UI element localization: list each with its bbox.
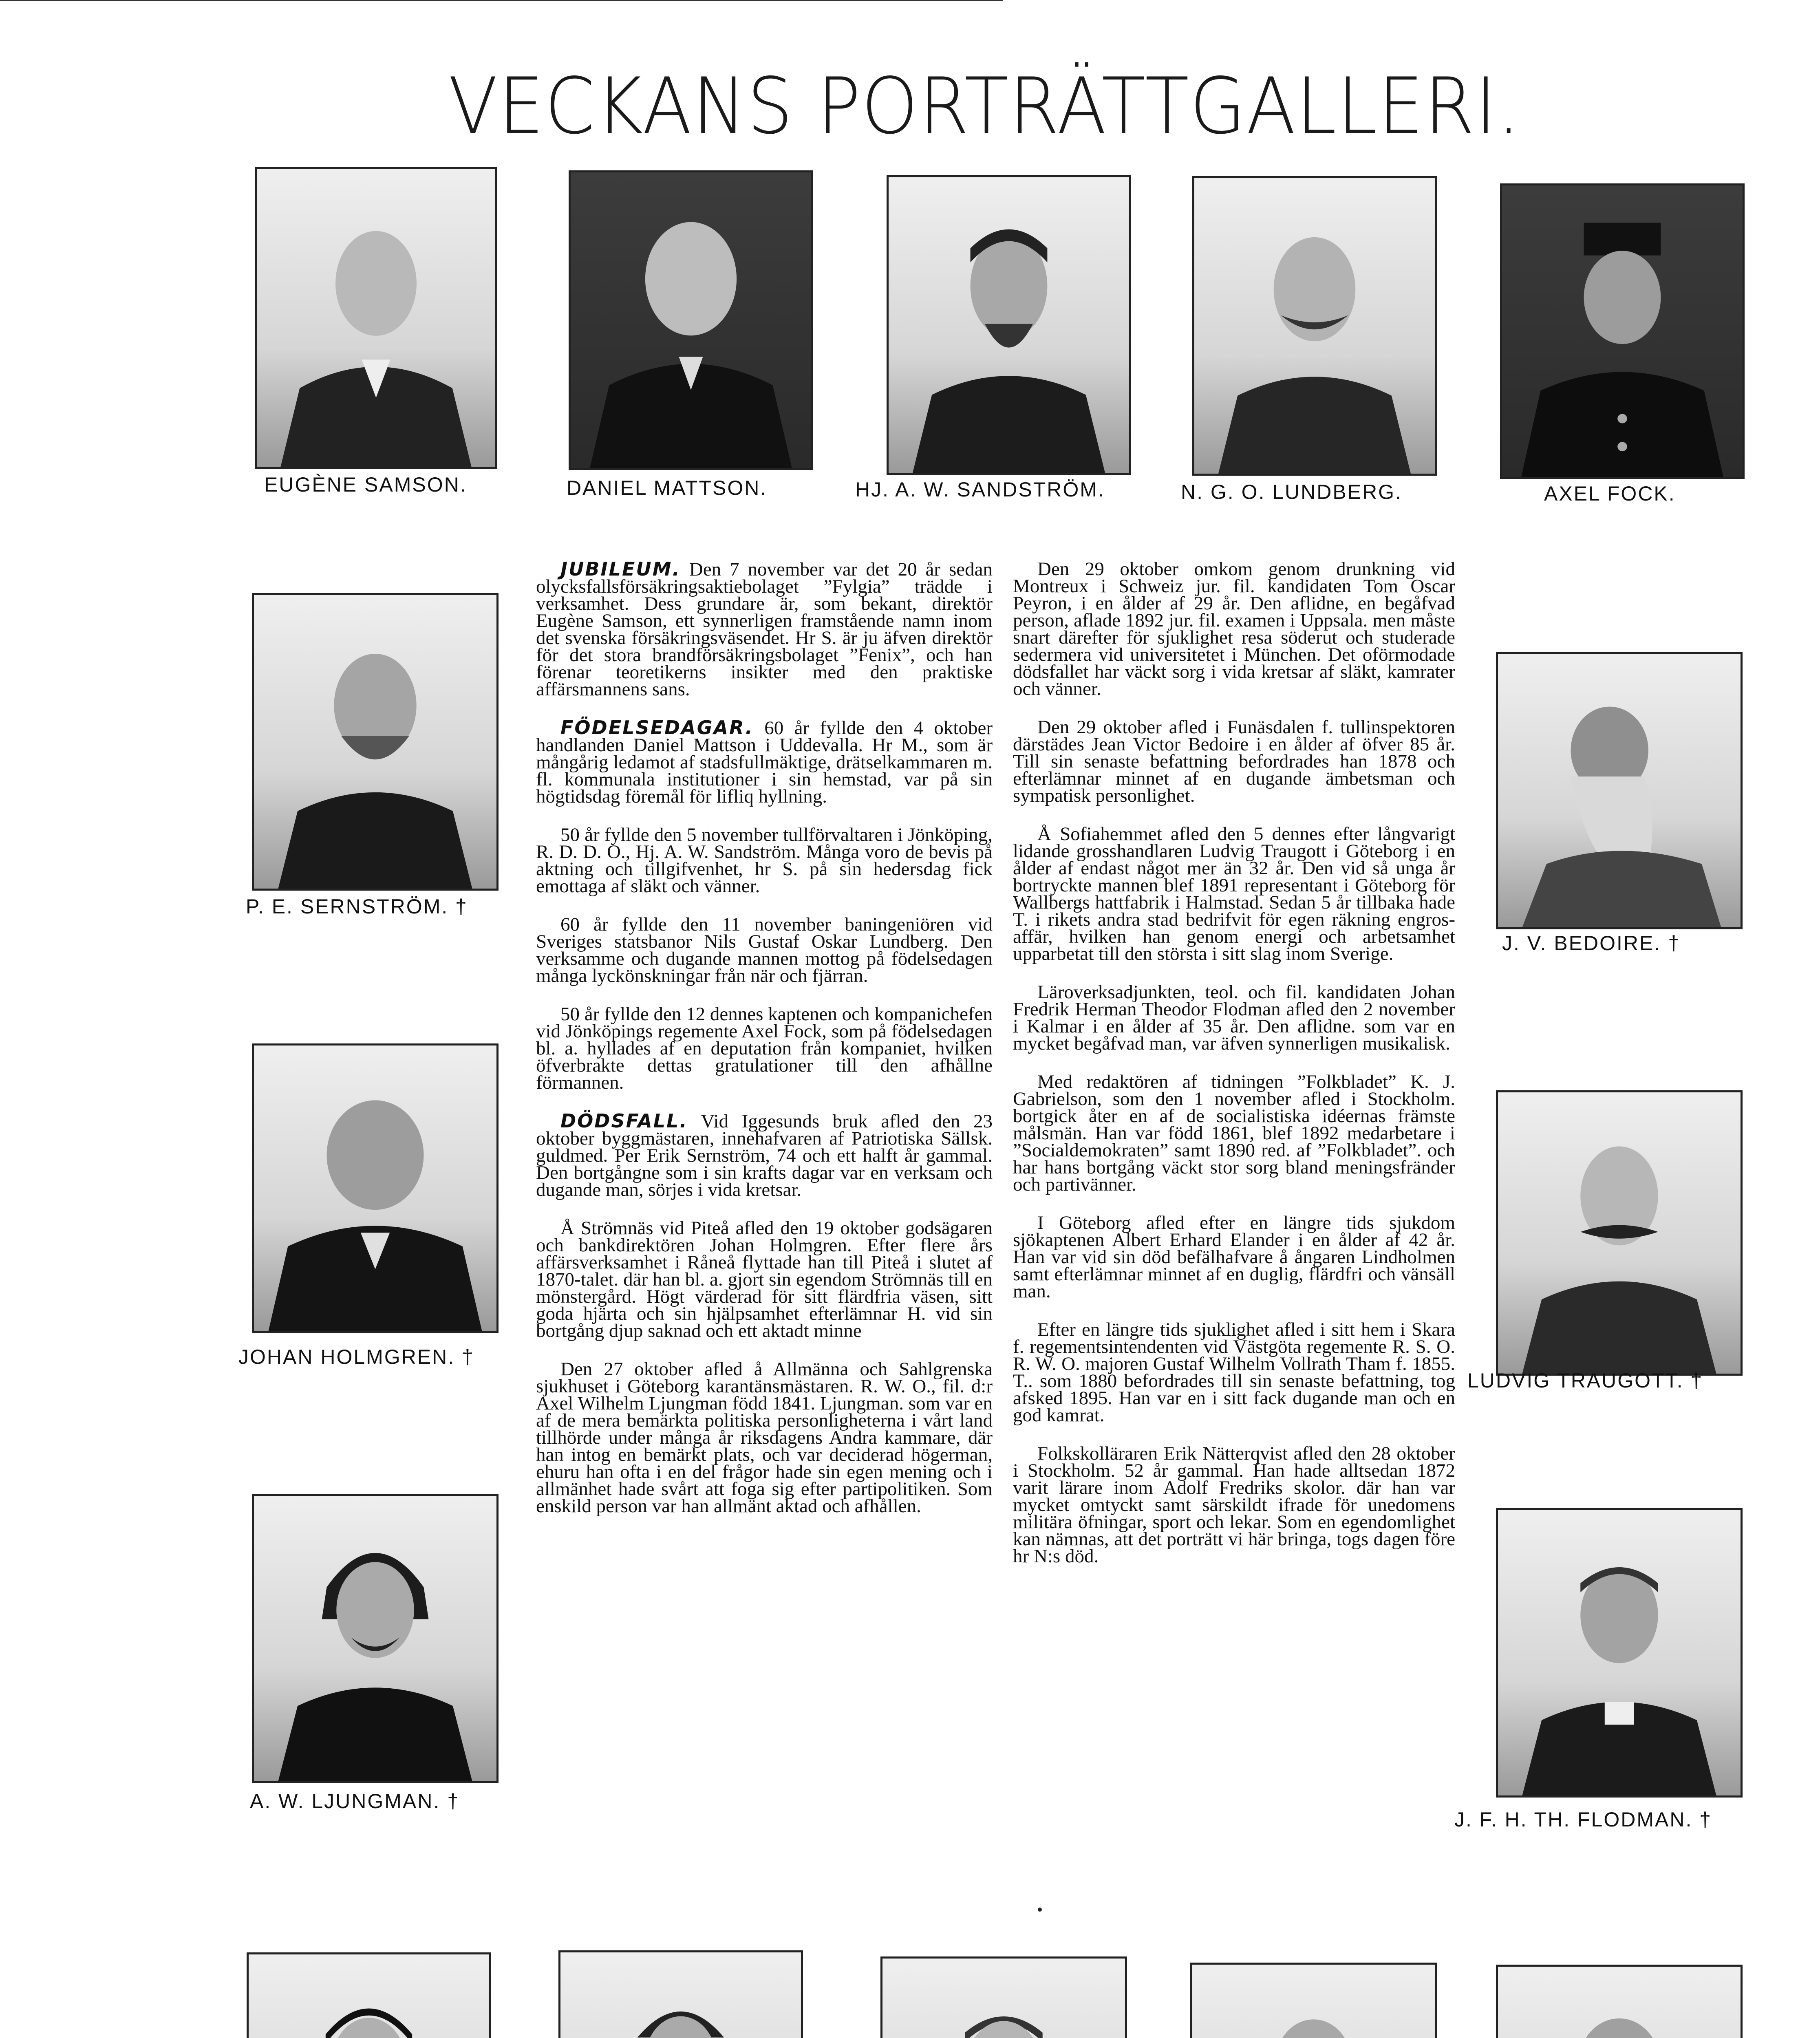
caption-lundberg: N. G. O. LUNDBERG.	[1181, 481, 1402, 503]
article-paragraph: Folkskolläraren Erik Nätterqvist afled den 28 oktober i Stockholm. 52 år gammal. Han hade alltsedan 1872 varit lärare inom Adolf Fredriks skolor. där han var mycket omtyckt samt särskildt ifrade för unedomens militära öfningar, sport och lekar. Som en egendomlighet kan nämnas, att det porträtt vi här bringa, togs dagen före hr N:s död.	[1013, 1443, 1455, 1567]
page-title: VECKANS PORTRÄTTGALLERI.	[448, 61, 1521, 151]
article-paragraph: FÖDELSEDAGAR. 60 år fyllde den 4 oktober handlanden Daniel Mattson i Uddevalla. Hr M., som är mångårig ledamot af stadsfullmäktige, drätselkammaren m. fl. kommunala institutioner i sin hemstad, var på sin högtidsdag föremål för lifliq hyllning.	[536, 717, 993, 807]
section-heading-jubileum: JUBILEUM.	[560, 558, 681, 580]
stray-dot	[1038, 1908, 1042, 1912]
portrait-photo-tham	[1190, 1963, 1437, 2038]
portrait-photo-fock	[1500, 183, 1745, 479]
portrait-photo-sandstrom	[887, 175, 1131, 475]
article-column-right	[1013, 560, 1455, 1586]
article-paragraph: I Göteborg afled efter en längre tids sjukdom sjökaptenen Albert Erhard Elander i en ålder af 42 år. Han var vid sin död befälhafvare å ångaren Lindholmen samt efterlämnar minnet af en duglig, flärdfri och vänsäll man.	[1013, 1212, 1455, 1302]
article-paragraph: Den 27 oktober afled å Allmänna och Sahlgrenska sjukhuset i Göteborg karantänsmästaren. R. W. O., fil. d:r Axel Wilhelm Ljungman född 1841. Ljungman. som var en af de mera bemärkta politiska personligheterna i vårt land tillhörde under många år riksdagens Andra kammare, där han intog en bemärkt plats, och var deciderad högerman, ehuru han ofta i en del frågor hade sin egen mening och i allmänhet hade svårt att foga sig efter partipolitiken. Som enskild person var han allmänt aktad och afhållen.	[536, 1359, 993, 1517]
section-heading-fodelsedagar: FÖDELSEDAGAR.	[560, 717, 754, 739]
portrait-photo-mattson	[569, 170, 813, 470]
article-paragraph: JUBILEUM. Den 7 november var det 20 år sedan olycksfallsförsäkringsaktiebolaget ”Fylgia” trädde i verksamhet. Dess grundare är, som bekant, direktör Eugène Samson, ett synnerligen framstående namn inom det svenska försäkringsväsendet. Hr S. är ju äfven direktör för det stora brandförsäkringsbolaget ”Fenix”, och han förenar teoretikerns insikter med den praktiske affärsmannens sans.	[536, 558, 993, 700]
article-paragraph: Å Sofiahemmet afled den 5 dennes efter långvarigt lidande grosshandlaren Ludvig Traugott i Göteborg i en ålder af endast något mer än 32 år. Den vid så unga år bortryckte mannen blef 1891 representant i Göteborg för Wallbergs hattfabrik i Halmstad. Sedan 5 år tillbaka hade T. i rikets andra stad bedrifvit för egen räkning engros-affär, hvilken han genom energi och arbetsamhet upparbetat till den största i sitt slag inom Sverige.	[1013, 823, 1455, 964]
article-paragraph: Den 29 oktober afled i Funäsdalen f. tullinspektoren därstädes Jean Victor Bedoire i en ålder af öfver 85 år. Till sin senaste befattning befordrades han 1878 och efterlämnar minnet af en dugande ämbetsman och sympatisk personlighet.	[1013, 717, 1455, 806]
portrait-photo-peyron	[247, 1952, 491, 2038]
portrait-photo-sernstrom	[252, 593, 499, 891]
caption-holmgren: JOHAN HOLMGREN. †	[238, 1345, 474, 1368]
portrait-photo-samson	[255, 167, 497, 469]
portrait-photo-bedoire	[1496, 652, 1743, 929]
caption-ljungman: A. W. LJUNGMAN. †	[250, 1790, 460, 1813]
article-paragraph: Läroverksadjunkten, teol. och fil. kandidaten Johan Fredrik Herman Theodor Flodman afled den 2 november i Kalmar i en ålder af 35 år. Den aflidne. som var en mycket begåfvad man, var äfven synnerligen musikalisk.	[1013, 982, 1455, 1054]
caption-sandstrom: HJ. A. W. SANDSTRÖM.	[855, 478, 1105, 501]
portrait-photo-lundberg	[1192, 176, 1437, 476]
article-column-left	[536, 560, 993, 1536]
caption-bedoire: J. V. BEDOIRE. †	[1502, 932, 1681, 955]
article-paragraph: 50 år fyllde den 5 november tullförvaltaren i Jönköping, R. D. D. O., Hj. A. W. Sandström. Många voro de bevis på aktning och tillgifvenhet, hr S. på sin hedersdag fick emottaga af släkt och vänner.	[536, 824, 993, 897]
portrait-photo-gabrielson	[558, 1950, 803, 2038]
caption-samson: EUGÈNE SAMSON.	[264, 473, 467, 496]
article-paragraph: Den 29 oktober omkom genom drunkning vid Montreux i Schweiz jur. fil. kandidaten Tom Oscar Peyron, i en ålder af 29 år. Den aflidne, en begåfvad person, aflade 1892 jur. fil. examen i Uppsala. men måste snart därefter för sjuklighet resa söderut och studerade sedermera vid universitetet i München. Det oförmodade dödsfallet har väckt sorg i vida kretsar af släkt, kamrater och vänner.	[1013, 558, 1455, 699]
top-rule	[0, 0, 1003, 1]
caption-mattson: DANIEL MATTSON.	[567, 476, 768, 499]
article-paragraph: 50 år fyllde den 12 dennes kaptenen och kompanichefen vid Jönköpings regemente Axel Fock, som på födelsedagen bl. a. hyllades af en deputation från kompaniet, hvilken öfverbrakte dettas gratulationer till den afhållne förmannen.	[536, 1004, 993, 1093]
caption-sernstrom: P. E. SERNSTRÖM. †	[246, 895, 468, 918]
caption-traugott: LUDVIG TRAUGOTT. †	[1467, 1369, 1703, 1392]
portrait-photo-flodman	[1496, 1508, 1743, 1798]
section-heading-dodsfall: DÖDSFALL.	[560, 1110, 688, 1132]
article-paragraph: Å Strömnäs vid Piteå afled den 19 oktober godsägaren och bankdirektören Johan Holmgren. Efter flere års affärsverksamhet i Råneå flyttade han till Piteå i slutet af 1870-talet. där han bl. a. gjort sin egendom Strömnäs till en mönstergård. Högt värderad för sitt flärdfria väsen, sitt goda hjärta och sin hjälpsamhet efterlämnar H. vid sin bortgång djup saknad och ett aktadt minne	[536, 1218, 993, 1341]
article-paragraph: Efter en längre tids sjuklighet afled i sitt hem i Skara f. regementsintendenten vid Västgöta regemente R. S. O. R. W. O. majoren Gustaf Wilhelm Vollrath Tham f. 1855. T.. som 1880 befordrades till sin senaste befattning, tog afsked 1895. Han var en i sitt fack dugande man och en god kamrat.	[1013, 1319, 1455, 1426]
portrait-photo-ljungman	[252, 1494, 499, 1783]
caption-fock: AXEL FOCK.	[1544, 482, 1676, 505]
article-paragraph: Med redaktören af tidningen ”Folkbladet” K. J. Gabrielson, som den 1 november afled i Stockholm. bortgick åter en af de socialistiska idéernas främste målsmän. Han var född 1861, blef 1892 medarbetare i ”Socialdemokraten” samt 1890 red. af ”Folkbladet”. och har hans bortgång väckt stor sorg bland meningsfränder och partivänner.	[1013, 1071, 1455, 1195]
portrait-photo-natterqvist	[1496, 1965, 1743, 2038]
caption-flodman: J. F. H. TH. FLODMAN. †	[1454, 1808, 1712, 1831]
article-paragraph: DÖDSFALL. Vid Iggesunds bruk afled den 23 oktober byggmästaren, innehafvaren af Patriotiska Sällsk. guldmed. Per Erik Sernström, 74 och ett halft år gammal. Den bortgångne som i sin krafts dagar var en verksam och dugande man, sörjes i vida kretsar.	[536, 1110, 993, 1200]
portrait-photo-elander	[880, 1956, 1127, 2038]
portrait-photo-holmgren	[252, 1043, 499, 1333]
article-paragraph: 60 år fyllde den 11 november baningeniören vid Sveriges statsbanor Nils Gustaf Oskar Lundberg. Den verksamme och dugande mannen mottog på födelsedagen många lyckönskningar från när och fjärran.	[536, 914, 993, 986]
portrait-photo-traugott	[1496, 1090, 1743, 1376]
